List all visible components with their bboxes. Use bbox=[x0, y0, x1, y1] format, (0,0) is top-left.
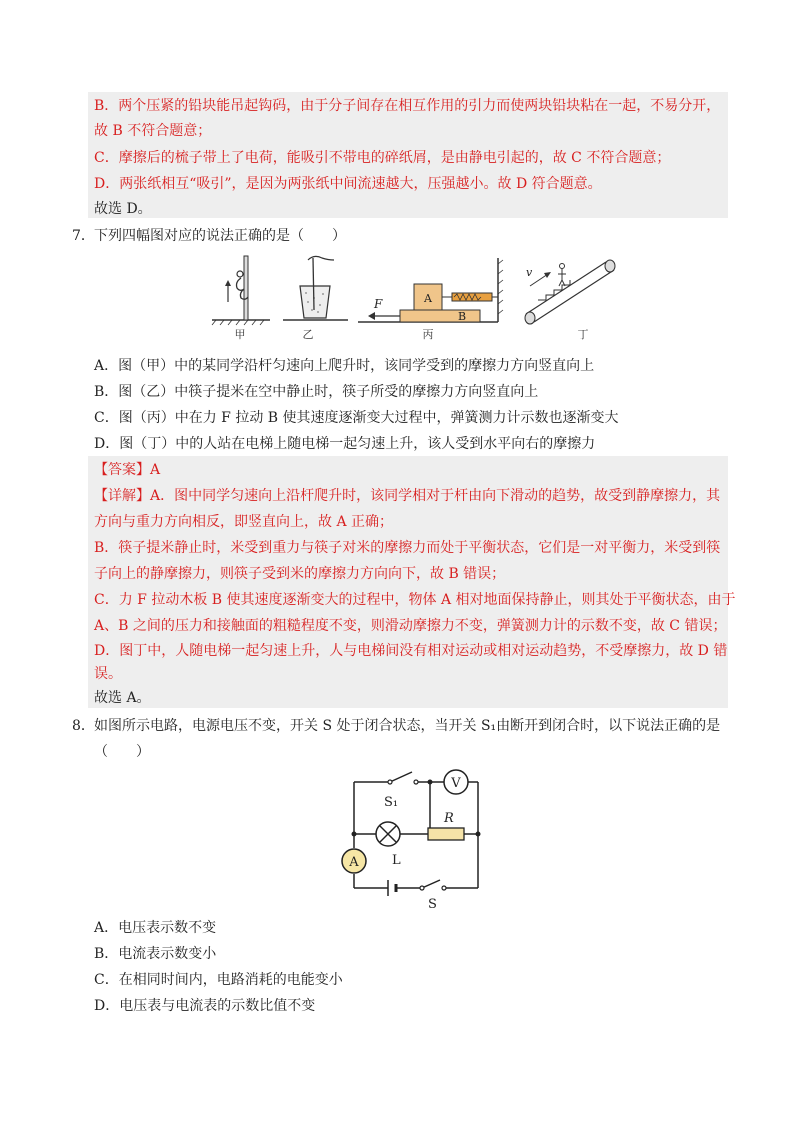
velocity-v-label: v bbox=[526, 266, 533, 279]
q6-analysis-c: C．摩擦后的梳子带上了电荷，能吸引不带电的碎纸屑，是由静电引起的，故 C 不符合题意； bbox=[94, 150, 671, 166]
q8-stem: 如图所示电路，电源电压不变，开关 S 处于闭合状态，当开关 S₁由断开到闭合时，以下说法正确的是 bbox=[94, 718, 721, 734]
voltmeter-label: V bbox=[451, 776, 461, 791]
figure-yi bbox=[283, 256, 348, 341]
figure-label-jia: 甲 bbox=[234, 328, 246, 341]
block-b-label: B bbox=[457, 310, 467, 323]
q7-analysis-line-2: 方向与重力方向相反，即竖直向上，故 A 正确； bbox=[94, 514, 394, 530]
q8-option-b: B．电流表示数变小 bbox=[94, 946, 217, 962]
q7-conclusion: 故选 A。 bbox=[94, 690, 151, 706]
ammeter-label: A bbox=[349, 855, 359, 870]
q7-option-d: D．图（丁）中的人站在电梯上随电梯一起匀速上升，该人受到水平向右的摩擦力 bbox=[94, 436, 596, 452]
q6-analysis-d: D．两张纸相互“吸引”，是因为两张纸中间流速越大，压强越小。故 D 符合题意。 bbox=[94, 176, 602, 192]
force-f-label: F bbox=[374, 297, 383, 311]
q7-analysis-line-5: C．力 F 拉动木板 B 使其速度逐渐变大的过程中，物体 A 相对地面保持静止，则其处于平衡状态，由于 bbox=[94, 592, 736, 608]
q8-option-a: A．电压表示数不变 bbox=[94, 920, 217, 936]
q8-number: 8． bbox=[72, 718, 95, 734]
q8-stem-paren: （ ） bbox=[94, 744, 150, 760]
figure-label-ding: 丁 bbox=[577, 328, 589, 341]
figure-label-yi: 乙 bbox=[302, 328, 314, 341]
q7-stem: 下列四幅图对应的说法正确的是（ ） bbox=[94, 228, 346, 244]
q6-analysis-b2: 故 B 不符合题意； bbox=[94, 123, 212, 139]
figure-label-bing: 丙 bbox=[422, 328, 434, 341]
q7-analysis-line-8: 误。 bbox=[94, 666, 122, 682]
q7-option-a: A．图（甲）中的某同学沿杆匀速向上爬升时，该同学受到的摩擦力方向竖直向上 bbox=[94, 358, 595, 374]
q8-circuit bbox=[336, 762, 516, 912]
q7-analysis-line-4: 子向上的静摩擦力，则筷子受到米的摩擦力方向向下，故 B 错误； bbox=[94, 566, 506, 582]
switch1-label: S₁ bbox=[384, 795, 399, 810]
figure-ding bbox=[525, 260, 615, 341]
q7-number: 7． bbox=[72, 228, 95, 244]
q7-answer: 【答案】A bbox=[94, 462, 161, 478]
q7-figures bbox=[208, 250, 668, 345]
q7-analysis-line-3: B．筷子提米静止时，米受到重力与筷子对米的摩擦力而处于平衡状态，它们是一对平衡力，米受到筷 bbox=[94, 540, 721, 556]
q6-analysis-b1: B．两个压紧的铅块能吊起钩码，由于分子间存在相互作用的引力而使两块铅块粘在一起，不易分开， bbox=[94, 98, 721, 114]
q7-analysis-line-7: D．图丁中，人随电梯一起匀速上升，人与电梯间没有相对运动或相对运动趋势，不受摩擦力，故 D 错 bbox=[94, 643, 728, 659]
lamp-label: L bbox=[392, 853, 401, 868]
q8-option-c: C．在相同时间内，电路消耗的电能变小 bbox=[94, 972, 343, 988]
q7-analysis-line-1: 【详解】A．图中同学匀速向上沿杆爬升时，该同学相对于杆由向下滑动的趋势，故受到静摩擦力，其 bbox=[94, 488, 721, 504]
q7-analysis-line-6: A、B 之间的压力和接触面的粗糙程度不变，则滑动摩擦力不变，弹簧测力计的示数不变，故 C 错误； bbox=[94, 618, 727, 634]
figure-jia bbox=[212, 256, 270, 341]
q7-option-c: C．图（丙）中在力 F 拉动 B 使其速度逐渐变大过程中，弹簧测力计示数也逐渐变大 bbox=[94, 410, 619, 426]
resistor-label: R bbox=[444, 811, 454, 826]
block-a-label: A bbox=[424, 292, 432, 305]
switch-label: S bbox=[428, 897, 437, 912]
q7-option-b: B．图（乙）中筷子提米在空中静止时，筷子所受的摩擦力方向竖直向上 bbox=[94, 384, 539, 400]
q8-option-d: D．电压表与电流表的示数比值不变 bbox=[94, 998, 316, 1014]
figure-bing bbox=[358, 258, 503, 341]
q6-conclusion: 故选 D。 bbox=[94, 201, 152, 217]
